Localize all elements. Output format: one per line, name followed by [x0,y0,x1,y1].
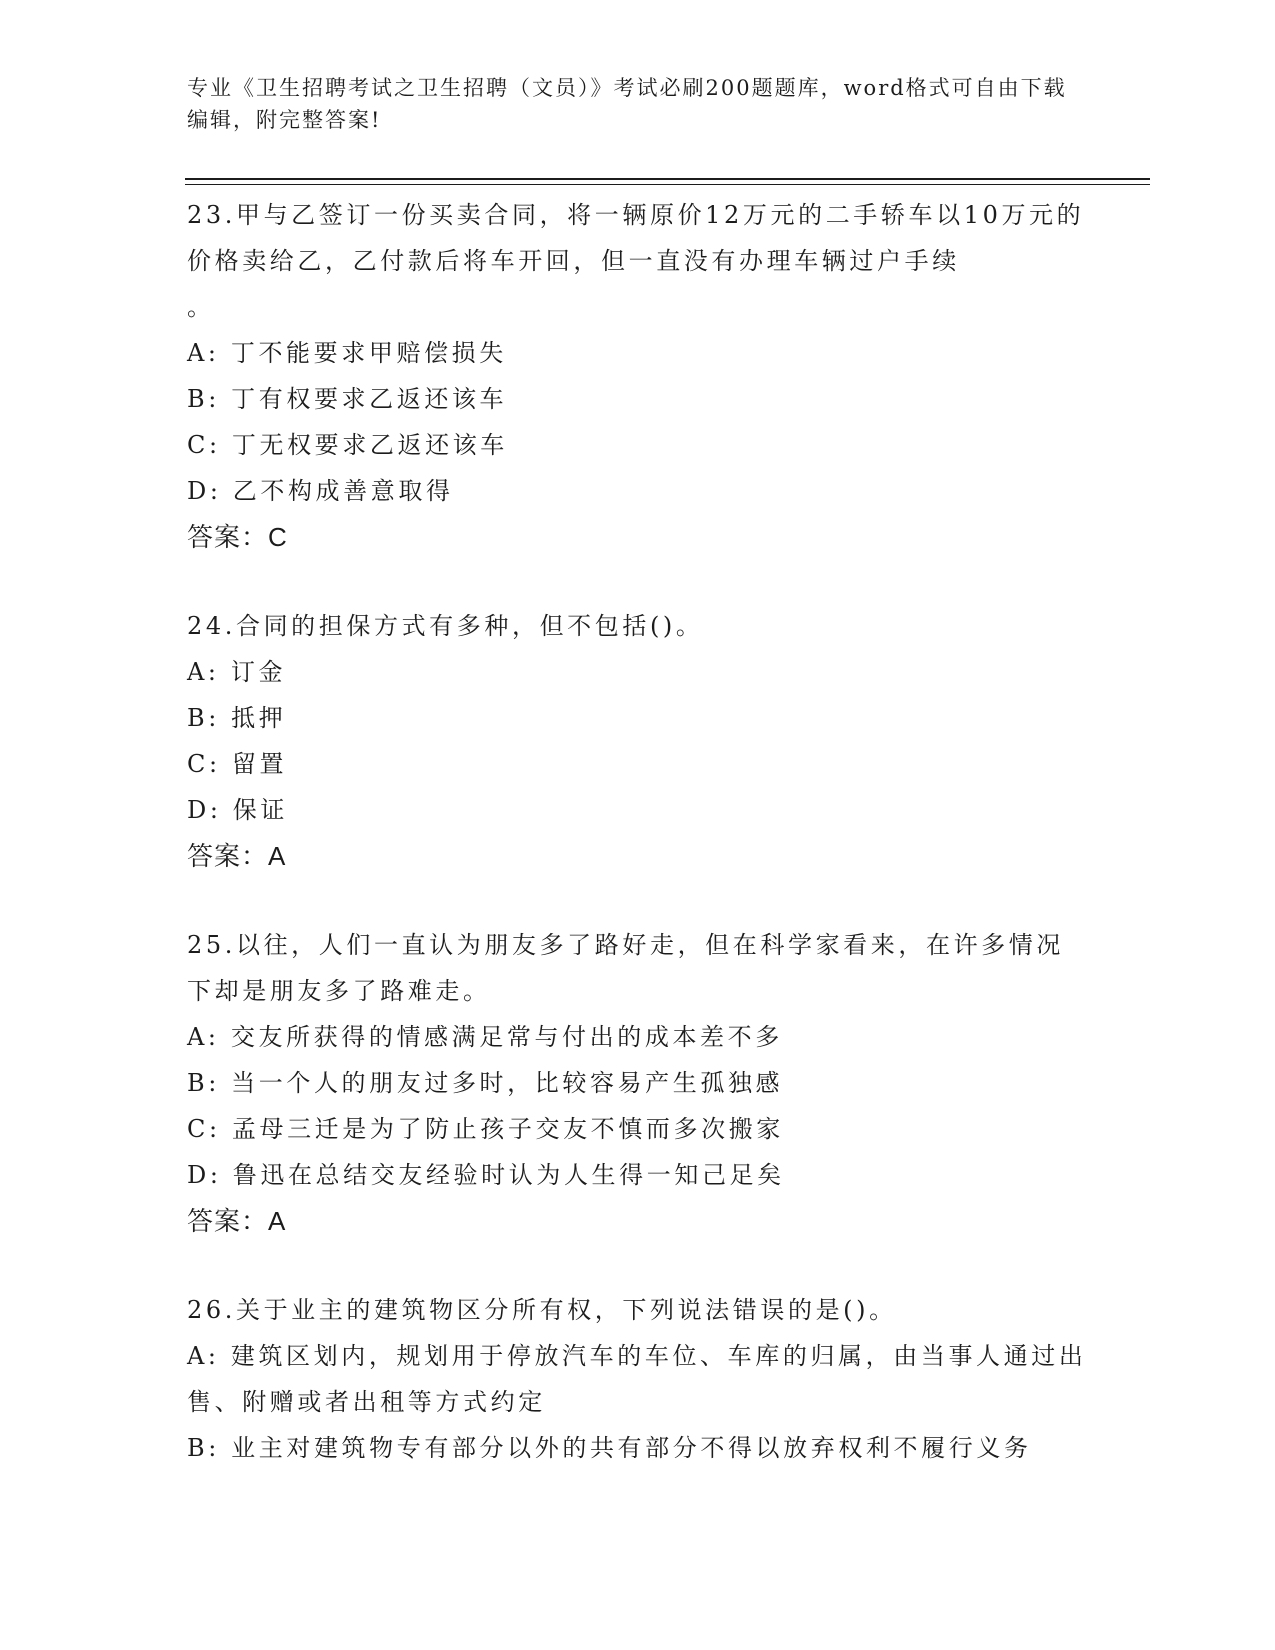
option-d: D: 乙不构成善意取得 [187,477,454,505]
answer: 答案：C [187,522,288,552]
question-stem-end: 。 [187,293,215,321]
header-divider-thin [185,184,1150,185]
option-d: D: 保证 [187,796,288,824]
option-d: D: 鲁迅在总结交友经验时认为人生得一知己足矣 [187,1161,785,1189]
question-stem: 24.合同的担保方式有多种，但不包括()。 [187,612,704,640]
option-a: A: 建筑区划内，规划用于停放汽车的车位、车库的归属，由当事人通过出售、附赠或者出租等方式约定 [187,1342,1087,1416]
option-b: B: 业主对建筑物专有部分以外的共有部分不得以放弃权利不履行义务 [187,1434,1032,1462]
option-b: B: 丁有权要求乙返还该车 [187,385,508,413]
header-divider-thick [185,178,1150,180]
question-stem: 23.甲与乙签订一份买卖合同，将一辆原价12万元的二手轿车以10万元的价格卖给乙，乙付款后将车开回，但一直没有办理车辆过户手续 [187,201,1085,275]
question-23 [187,192,1087,560]
question-stem: 25.以往，人们一直认为朋友多了路好走，但在科学家看来，在许多情况下却是朋友多了路难走。 [187,931,1064,1005]
option-c: C: 孟母三迁是为了防止孩子交友不慎而多次搬家 [187,1115,784,1143]
question-stem: 26.关于业主的建筑物区分所有权，下列说法错误的是()。 [187,1296,897,1324]
option-c: C: 留置 [187,750,288,778]
question-24 [187,603,1087,879]
question-list [187,192,1087,1471]
option-c: C: 丁无权要求乙返还该车 [187,431,508,459]
question-25 [187,922,1087,1244]
option-a: A: 交友所获得的情感满足常与付出的成本差不多 [187,1023,783,1051]
answer: 答案：A [187,1206,287,1236]
option-a: A: 订金 [187,658,287,686]
option-b: B: 当一个人的朋友过多时，比较容易产生孤独感 [187,1069,784,1097]
document-header: 专业《卫生招聘考试之卫生招聘（文员）》考试必刷200题题库，word格式可自由下载编辑，附完整答案! [187,76,1067,132]
option-a: A: 丁不能要求甲赔偿损失 [187,339,507,367]
option-b: B: 抵押 [187,704,287,732]
question-26 [187,1287,1087,1471]
answer: 答案：A [187,841,287,871]
